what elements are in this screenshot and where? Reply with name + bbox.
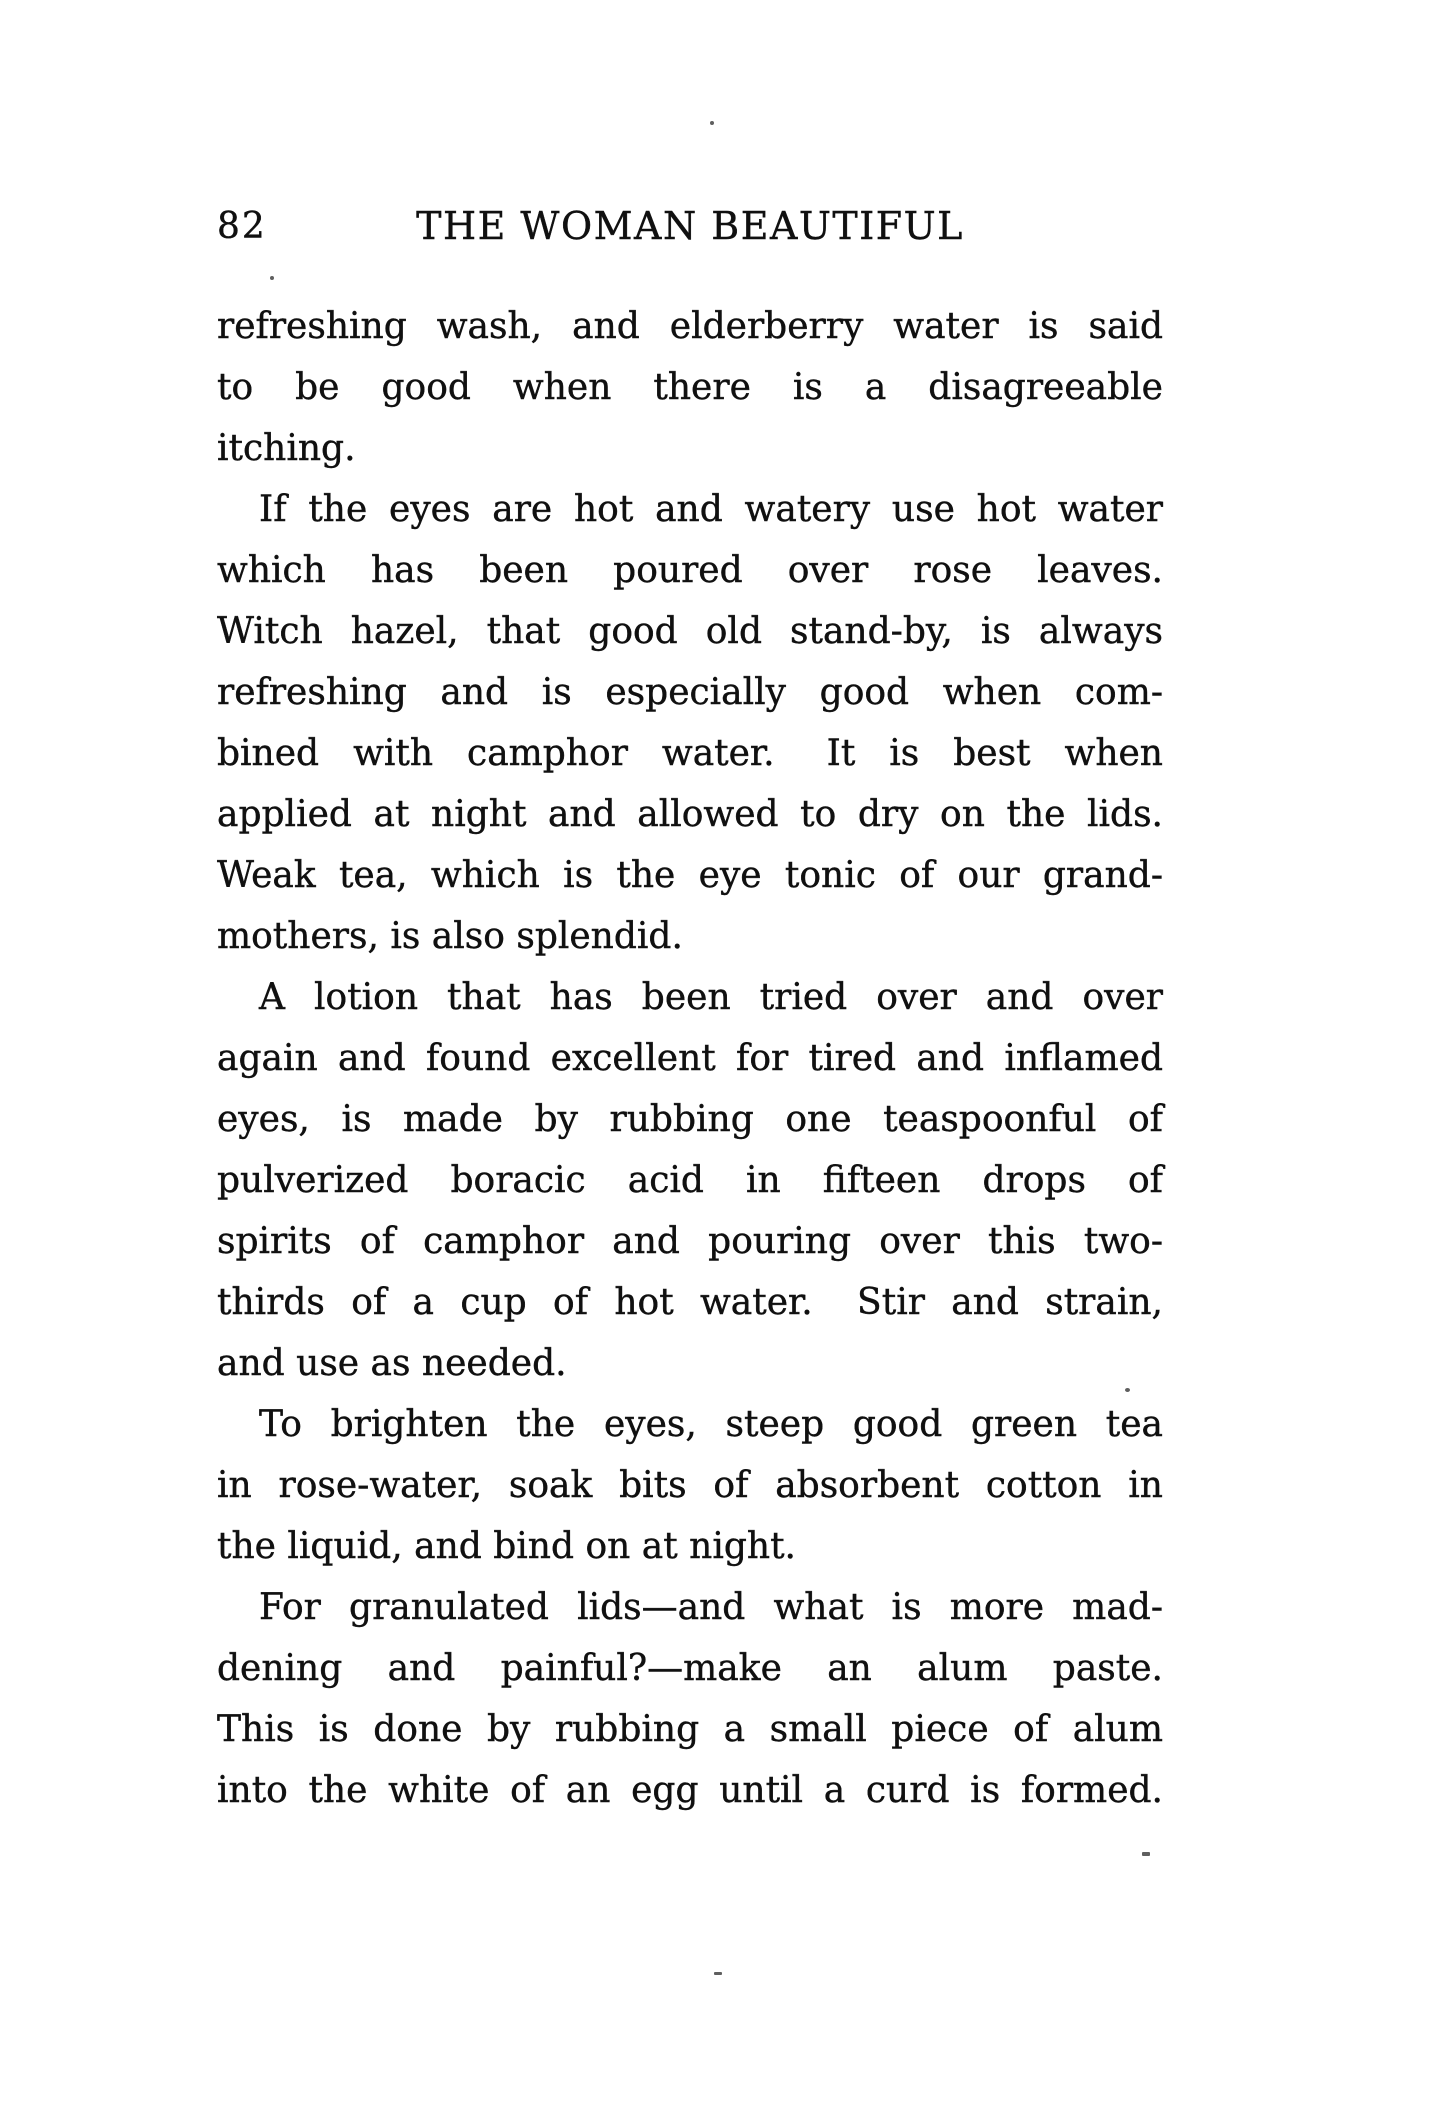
text-line: again and found excellent for tired and inflamed — [217, 1038, 1163, 1079]
text-line: the liquid, and bind on at night. — [217, 1526, 796, 1567]
text-line: Witch hazel, that good old stand-by, is always — [217, 611, 1163, 652]
paragraph — [217, 1394, 1163, 1577]
text-line: A lotion that has been tried over and over — [259, 977, 1163, 1018]
paragraph — [217, 1577, 1163, 1821]
text-line: To brighten the eyes, steep good green tea — [259, 1404, 1163, 1445]
text-line: pulverized boracic acid in fifteen drops of — [217, 1160, 1163, 1201]
text-line: and use as needed. — [217, 1343, 567, 1384]
paragraph — [217, 479, 1163, 967]
text-line: Weak tea, which is the eye tonic of our grand- — [217, 855, 1163, 896]
text-line: to be good when there is a disagreeable — [217, 367, 1163, 408]
text-line: in rose-water, soak bits of absorbent cotton in — [217, 1465, 1163, 1506]
text-line: which has been poured over rose leaves. — [217, 550, 1163, 591]
scan-artifact-dash — [1142, 1852, 1150, 1856]
text-line: For granulated lids—and what is more mad- — [259, 1587, 1163, 1628]
text-line: If the eyes are hot and watery use hot water — [259, 489, 1163, 530]
text-line: spirits of camphor and pouring over this two- — [217, 1221, 1163, 1262]
scan-artifact-dot — [270, 276, 274, 280]
text-line: into the white of an egg until a curd is formed. — [217, 1770, 1163, 1811]
page-number: 82 — [217, 206, 267, 247]
running-header — [217, 204, 1163, 256]
text-line: eyes, is made by rubbing one teaspoonful of — [217, 1099, 1163, 1140]
text-line: thirds of a cup of hot water. Stir and strain, — [217, 1282, 1163, 1323]
text-line: This is done by rubbing a small piece of alum — [217, 1709, 1163, 1750]
text-line: applied at night and allowed to dry on the lids. — [217, 794, 1163, 835]
scan-artifact-dot — [710, 121, 714, 125]
paragraph — [217, 967, 1163, 1394]
text-line: refreshing and is especially good when com- — [217, 672, 1163, 713]
text-line: itching. — [217, 428, 356, 469]
text-line: mothers, is also splendid. — [217, 916, 683, 957]
page-body-text — [217, 296, 1163, 1821]
scan-artifact-dash — [714, 1972, 722, 1975]
scan-artifact-dot — [1125, 1388, 1130, 1392]
text-line: dening and painful?—make an alum paste. — [217, 1648, 1163, 1689]
running-header-title: THE WOMAN BEAUTIFUL — [416, 204, 964, 248]
text-line: bined with camphor water. It is best when — [217, 733, 1163, 774]
paragraph — [217, 296, 1163, 479]
text-line: refreshing wash, and elderberry water is said — [217, 306, 1163, 347]
